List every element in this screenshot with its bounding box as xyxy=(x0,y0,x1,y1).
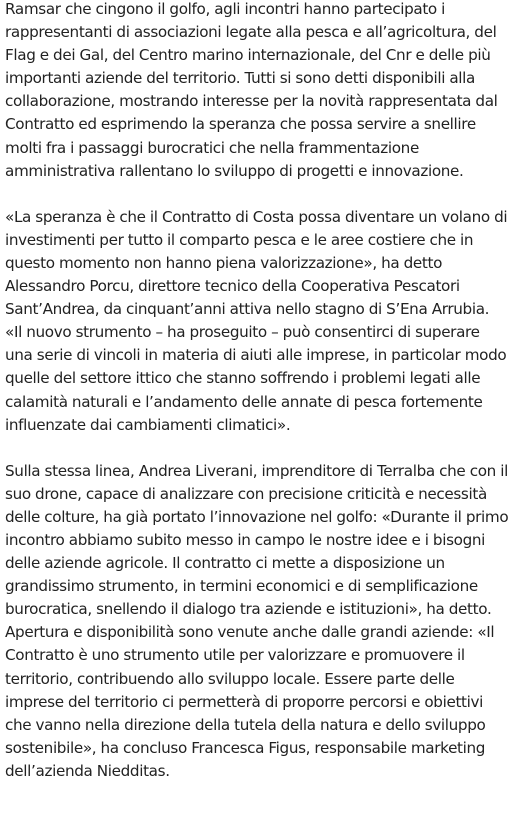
article-paragraph: Ramsar che cingono il golfo, agli incontri hanno partecipato i rappresentanti di associazioni legate alla pesca e all’agricoltura, del Flag e dei Gal, del Centro marino internazionale, del Cnr e delle più importanti aziende del territorio. Tutti si sono detti disponibili alla collaborazione, mostrando interesse per la novità rappresentata dal Contratto ed esprimendo la speranza che possa servire a snellire molti fra i passaggi burocratici che nella frammentazione amministrativa rallentano lo sviluppo di progetti e innovazione. xyxy=(5,0,498,180)
article-paragraph: Sulla stessa linea, Andrea Liverani, imprenditore di Terralba che con il suo drone, capace di analizzare con precisione criticità e necessità delle colture, ha già portato l’innovazione nel golfo: «Durante il primo incontro abbiamo subito messo in campo le nostre idee e i bisogni delle aziende agricole. Il contratto ci mette a disposizione un grandissimo strumento, in termini economici e di semplificazione burocratica, snellendo il dialogo tra aziende e istituzioni», ha detto. Apertura e disponibilità sono venute anche dalle grandi aziende: «Il Contratto è uno strumento utile per valorizzare e promuovere il territorio, contribuendo allo sviluppo locale. Essere parte delle imprese del territorio ci permetterà di proporre percorsi e obiettivi che vanno nella direzione della tutela della natura e dello sviluppo sostenibile», ha concluso Francesca Figus, responsabile marketing dell’azienda Niedditas. xyxy=(5,461,509,780)
article-paragraph: «La speranza è che il Contratto di Costa possa diventare un volano di investimenti per tutto il comparto pesca e le aree costiere che in questo momento non hanno piena valorizzazione», ha detto Alessandro Porcu, direttore tecnico della Cooperativa Pescatori Sant’Andrea, da cinquant’anni attiva nello stagno di S’Ena Arrubia. «Il nuovo strumento – ha proseguito – può consentirci di superare una serie di vincoli in materia di aiuti alle imprese, in particolar modo quelle del settore ittico che stanno soffrendo i problemi legati alle calamità naturali e l’andamento delle annate di pesca fortemente influenzate dai cambiamenti climatici». xyxy=(5,207,508,434)
